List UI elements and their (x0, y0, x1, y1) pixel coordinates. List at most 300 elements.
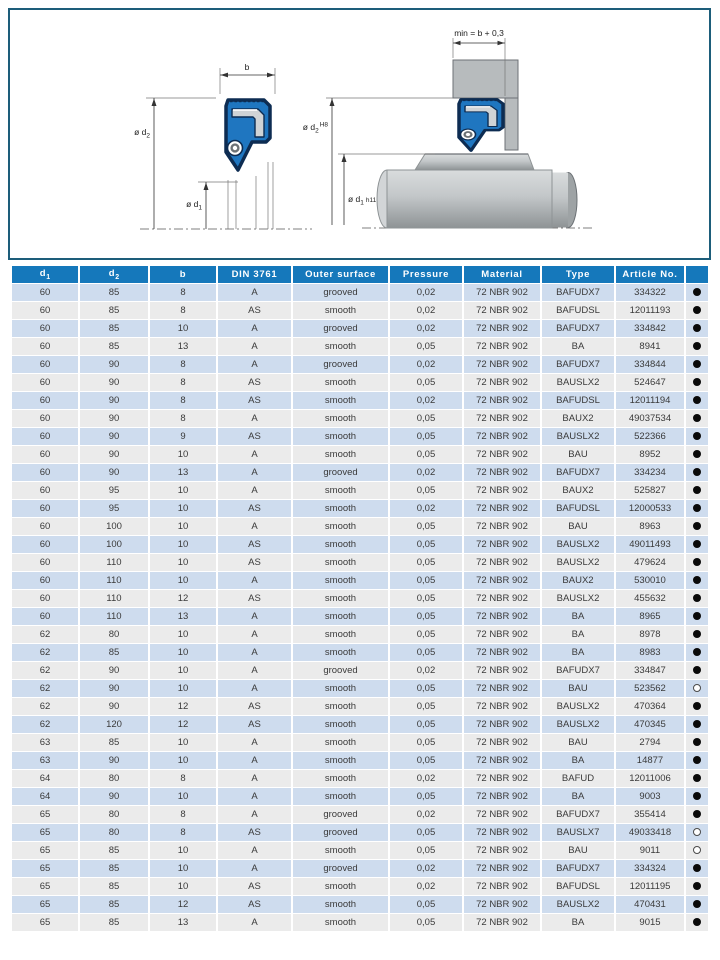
cell-d1: 60 (12, 302, 78, 319)
cell-pressure: 0,05 (390, 788, 462, 805)
cell-pressure: 0,05 (390, 572, 462, 589)
cell-outer-surface: smooth (293, 446, 388, 463)
cell-type: BAFUDX7 (542, 662, 614, 679)
col-header-material: Material (464, 266, 540, 283)
cell-material: 72 NBR 902 (464, 608, 540, 625)
status-dot (693, 756, 701, 764)
cell-outer-surface: smooth (293, 896, 388, 913)
status-dot (693, 792, 701, 800)
cell-material: 72 NBR 902 (464, 554, 540, 571)
cell-d2: 85 (80, 320, 148, 337)
shaft (377, 154, 577, 228)
cell-material: 72 NBR 902 (464, 518, 540, 535)
status-dot (693, 918, 701, 926)
cell-indicator (686, 410, 708, 427)
cell-d1: 65 (12, 824, 78, 841)
cell-d1: 62 (12, 680, 78, 697)
table-row (12, 410, 708, 427)
cell-pressure: 0,05 (390, 554, 462, 571)
cell-pressure: 0,05 (390, 482, 462, 499)
cell-b: 10 (150, 662, 216, 679)
cell-d1: 60 (12, 374, 78, 391)
status-dot (693, 864, 701, 872)
status-dot (693, 684, 701, 692)
cell-outer-surface: grooved (293, 824, 388, 841)
cell-outer-surface: smooth (293, 302, 388, 319)
cell-article-no: 479624 (616, 554, 684, 571)
cell-b: 8 (150, 806, 216, 823)
cell-material: 72 NBR 902 (464, 320, 540, 337)
table-row (12, 590, 708, 607)
col-header-d1: $d_1$ (12, 266, 78, 283)
cell-outer-surface: smooth (293, 482, 388, 499)
cell-outer-surface: grooved (293, 662, 388, 679)
cell-material: 72 NBR 902 (464, 680, 540, 697)
cell-pressure: 0,02 (390, 806, 462, 823)
cell-outer-surface: smooth (293, 518, 388, 535)
col-header-type: Type (542, 266, 614, 283)
cell-type: BAU (542, 680, 614, 697)
cell-material: 72 NBR 902 (464, 878, 540, 895)
cell-din: A (218, 608, 291, 625)
cell-pressure: 0,05 (390, 914, 462, 931)
cell-article-no: 334234 (616, 464, 684, 481)
cell-d1: 60 (12, 500, 78, 517)
cell-indicator (686, 446, 708, 463)
cell-type: BAUSLX2 (542, 716, 614, 733)
cell-d2: 80 (80, 806, 148, 823)
cell-type: BAFUDX7 (542, 860, 614, 877)
cell-material: 72 NBR 902 (464, 428, 540, 445)
cell-type: BA (542, 608, 614, 625)
cell-d1: 62 (12, 698, 78, 715)
table-row (12, 878, 708, 895)
status-dot (693, 882, 701, 890)
cell-type: BAFUDX7 (542, 284, 614, 301)
cell-b: 10 (150, 860, 216, 877)
cell-d1: 65 (12, 806, 78, 823)
status-dot (693, 540, 701, 548)
cell-d2: 85 (80, 914, 148, 931)
cell-din: A (218, 518, 291, 535)
cell-type: BAUX2 (542, 482, 614, 499)
cell-outer-surface: smooth (293, 698, 388, 715)
cell-outer-surface: smooth (293, 572, 388, 589)
cell-type: BAUSLX2 (542, 554, 614, 571)
cell-material: 72 NBR 902 (464, 500, 540, 517)
cell-din: AS (218, 698, 291, 715)
cell-type: BAFUDX7 (542, 320, 614, 337)
table-row (12, 806, 708, 823)
cell-article-no: 2794 (616, 734, 684, 751)
table-row (12, 644, 708, 661)
table-row (12, 896, 708, 913)
cell-d2: 110 (80, 608, 148, 625)
cell-b: 10 (150, 536, 216, 553)
cell-pressure: 0,05 (390, 626, 462, 643)
cell-outer-surface: smooth (293, 788, 388, 805)
cell-material: 72 NBR 902 (464, 464, 540, 481)
cell-material: 72 NBR 902 (464, 356, 540, 373)
cell-d1: 60 (12, 482, 78, 499)
cell-din: A (218, 284, 291, 301)
cell-type: BAFUDX7 (542, 806, 614, 823)
cell-pressure: 0,02 (390, 878, 462, 895)
cell-indicator (686, 554, 708, 571)
table-row (12, 338, 708, 355)
cell-din: A (218, 482, 291, 499)
cell-material: 72 NBR 902 (464, 284, 540, 301)
cell-d2: 90 (80, 752, 148, 769)
cell-d1: 60 (12, 464, 78, 481)
cell-d2: 90 (80, 356, 148, 373)
cell-material: 72 NBR 902 (464, 302, 540, 319)
cell-outer-surface: smooth (293, 536, 388, 553)
cell-indicator (686, 284, 708, 301)
status-dot (693, 738, 701, 746)
b-dimension-label: b (244, 62, 250, 72)
cell-b: 10 (150, 788, 216, 805)
cell-din: A (218, 464, 291, 481)
cell-b: 10 (150, 644, 216, 661)
cell-d1: 60 (12, 428, 78, 445)
cell-b: 13 (150, 464, 216, 481)
cell-b: 10 (150, 320, 216, 337)
cell-d2: 85 (80, 860, 148, 877)
cell-d1: 60 (12, 284, 78, 301)
cell-article-no: 524647 (616, 374, 684, 391)
cell-d1: 65 (12, 914, 78, 931)
cell-din: A (218, 842, 291, 859)
cell-indicator (686, 878, 708, 895)
cell-type: BAUSLX2 (542, 698, 614, 715)
cell-article-no: 12011194 (616, 392, 684, 409)
cell-indicator (686, 662, 708, 679)
cell-d2: 85 (80, 302, 148, 319)
cell-material: 72 NBR 902 (464, 824, 540, 841)
cell-pressure: 0,05 (390, 824, 462, 841)
cell-pressure: 0,05 (390, 374, 462, 391)
status-dot (693, 612, 701, 620)
cell-material: 72 NBR 902 (464, 338, 540, 355)
table-row (12, 518, 708, 535)
cell-outer-surface: smooth (293, 716, 388, 733)
cell-indicator (686, 896, 708, 913)
cell-outer-surface: smooth (293, 842, 388, 859)
cell-type: BAFUDSL (542, 500, 614, 517)
cell-indicator (686, 788, 708, 805)
cell-d2: 100 (80, 536, 148, 553)
cell-outer-surface: smooth (293, 626, 388, 643)
cell-indicator (686, 338, 708, 355)
cell-type: BAFUDX7 (542, 356, 614, 373)
cell-material: 72 NBR 902 (464, 698, 540, 715)
cell-type: BAFUD (542, 770, 614, 787)
cell-indicator (686, 716, 708, 733)
cell-b: 10 (150, 626, 216, 643)
status-dot (693, 504, 701, 512)
cell-pressure: 0,02 (390, 500, 462, 517)
cell-article-no: 8965 (616, 608, 684, 625)
table-row (12, 428, 708, 445)
seal-cross-section-drawing (10, 10, 709, 258)
cell-article-no: 49011493 (616, 536, 684, 553)
cell-d2: 85 (80, 284, 148, 301)
cell-d2: 90 (80, 464, 148, 481)
cell-article-no: 49033418 (616, 824, 684, 841)
cell-din: A (218, 914, 291, 931)
cell-b: 10 (150, 842, 216, 859)
cell-type: BAFUDX7 (542, 464, 614, 481)
cell-b: 10 (150, 752, 216, 769)
table-row (12, 914, 708, 931)
cell-b: 8 (150, 410, 216, 427)
d2-dimension-label: ø $d_2$ (134, 127, 150, 140)
cell-article-no: 12011193 (616, 302, 684, 319)
cell-article-no: 12000533 (616, 500, 684, 517)
cell-pressure: 0,02 (390, 302, 462, 319)
cell-outer-surface: smooth (293, 374, 388, 391)
cell-din: A (218, 446, 291, 463)
cell-pressure: 0,02 (390, 770, 462, 787)
cell-b: 12 (150, 590, 216, 607)
table-header-row (12, 266, 708, 283)
cell-indicator (686, 428, 708, 445)
cell-pressure: 0,05 (390, 446, 462, 463)
cell-din: A (218, 806, 291, 823)
cell-b: 13 (150, 914, 216, 931)
cell-b: 8 (150, 392, 216, 409)
table-body (12, 284, 708, 931)
cell-d2: 85 (80, 896, 148, 913)
cell-d2: 85 (80, 842, 148, 859)
cell-b: 13 (150, 608, 216, 625)
status-dot (693, 450, 701, 458)
cell-din: AS (218, 302, 291, 319)
cell-article-no: 9003 (616, 788, 684, 805)
cell-d1: 60 (12, 518, 78, 535)
cell-outer-surface: grooved (293, 806, 388, 823)
cell-outer-surface: smooth (293, 392, 388, 409)
cell-material: 72 NBR 902 (464, 572, 540, 589)
table-row (12, 626, 708, 643)
status-dot (693, 666, 701, 674)
cell-outer-surface: smooth (293, 554, 388, 571)
cell-material: 72 NBR 902 (464, 626, 540, 643)
cell-outer-surface: smooth (293, 410, 388, 427)
cell-d1: 64 (12, 770, 78, 787)
cell-pressure: 0,05 (390, 842, 462, 859)
status-dot (693, 324, 701, 332)
cell-material: 72 NBR 902 (464, 374, 540, 391)
status-dot (693, 702, 701, 710)
status-dot (693, 900, 701, 908)
status-dot (693, 522, 701, 530)
cell-d2: 95 (80, 500, 148, 517)
cell-pressure: 0,02 (390, 662, 462, 679)
cell-d2: 85 (80, 878, 148, 895)
cell-material: 72 NBR 902 (464, 482, 540, 499)
cell-d2: 85 (80, 644, 148, 661)
cell-article-no: 49037534 (616, 410, 684, 427)
cell-b: 10 (150, 482, 216, 499)
cell-type: BAU (542, 734, 614, 751)
status-dot (693, 306, 701, 314)
cell-din: AS (218, 824, 291, 841)
cell-d2: 110 (80, 572, 148, 589)
cell-article-no: 470431 (616, 896, 684, 913)
cell-b: 10 (150, 734, 216, 751)
cell-material: 72 NBR 902 (464, 662, 540, 679)
cell-article-no: 9011 (616, 842, 684, 859)
cell-pressure: 0,02 (390, 860, 462, 877)
cell-indicator (686, 752, 708, 769)
status-dot (693, 594, 701, 602)
status-dot (693, 828, 701, 836)
cell-din: AS (218, 392, 291, 409)
table-row (12, 320, 708, 337)
cell-d1: 60 (12, 446, 78, 463)
cell-indicator (686, 356, 708, 373)
cell-din: AS (218, 716, 291, 733)
cell-d2: 90 (80, 428, 148, 445)
cell-type: BAFUDSL (542, 392, 614, 409)
cell-d1: 60 (12, 554, 78, 571)
cell-d1: 60 (12, 536, 78, 553)
table-row (12, 752, 708, 769)
cell-b: 8 (150, 356, 216, 373)
cell-d2: 90 (80, 374, 148, 391)
cell-indicator (686, 734, 708, 751)
cell-article-no: 334324 (616, 860, 684, 877)
cell-pressure: 0,05 (390, 338, 462, 355)
cell-d1: 60 (12, 410, 78, 427)
cell-din: AS (218, 896, 291, 913)
cell-outer-surface: smooth (293, 878, 388, 895)
cell-indicator (686, 698, 708, 715)
cell-d1: 65 (12, 878, 78, 895)
cell-outer-surface: smooth (293, 914, 388, 931)
cell-b: 10 (150, 500, 216, 517)
cell-d2: 80 (80, 770, 148, 787)
cell-material: 72 NBR 902 (464, 806, 540, 823)
cell-article-no: 8952 (616, 446, 684, 463)
cell-d2: 90 (80, 680, 148, 697)
cell-pressure: 0,02 (390, 464, 462, 481)
cell-article-no: 9015 (616, 914, 684, 931)
cell-d1: 63 (12, 734, 78, 751)
cell-pressure: 0,05 (390, 536, 462, 553)
col-header-outer-surface: Outer surface (293, 266, 388, 283)
cell-d2: 90 (80, 446, 148, 463)
status-dot (693, 378, 701, 386)
cell-indicator (686, 608, 708, 625)
table-row (12, 608, 708, 625)
cell-type: BAUSLX2 (542, 536, 614, 553)
col-header-b: b (150, 266, 216, 283)
col-header-indicator (686, 266, 708, 283)
cell-b: 8 (150, 374, 216, 391)
cell-article-no: 470364 (616, 698, 684, 715)
cell-outer-surface: smooth (293, 338, 388, 355)
cell-material: 72 NBR 902 (464, 392, 540, 409)
cell-type: BAUSLX2 (542, 896, 614, 913)
cell-din: A (218, 338, 291, 355)
table-row (12, 482, 708, 499)
cell-material: 72 NBR 902 (464, 896, 540, 913)
cell-d1: 62 (12, 626, 78, 643)
cell-din: AS (218, 536, 291, 553)
cell-b: 12 (150, 698, 216, 715)
cell-d1: 64 (12, 788, 78, 805)
cell-material: 72 NBR 902 (464, 842, 540, 859)
status-dot (693, 846, 701, 854)
cell-b: 9 (150, 428, 216, 445)
table-row (12, 356, 708, 373)
cell-indicator (686, 842, 708, 859)
status-dot (693, 468, 701, 476)
cell-outer-surface: smooth (293, 770, 388, 787)
cell-d1: 65 (12, 842, 78, 859)
cell-type: BAU (542, 518, 614, 535)
cell-material: 72 NBR 902 (464, 716, 540, 733)
cell-indicator (686, 374, 708, 391)
cell-material: 72 NBR 902 (464, 536, 540, 553)
cell-article-no: 525827 (616, 482, 684, 499)
cell-pressure: 0,05 (390, 428, 462, 445)
cell-type: BAUSLX7 (542, 824, 614, 841)
status-dot (693, 288, 701, 296)
cell-outer-surface: smooth (293, 500, 388, 517)
cell-indicator (686, 518, 708, 535)
cell-din: A (218, 788, 291, 805)
cell-material: 72 NBR 902 (464, 752, 540, 769)
cell-material: 72 NBR 902 (464, 788, 540, 805)
cell-type: BAFUDSL (542, 302, 614, 319)
cell-pressure: 0,05 (390, 410, 462, 427)
status-dot (693, 774, 701, 782)
d1-dimension-label: ø $d_1$ (186, 199, 202, 212)
cell-b: 10 (150, 446, 216, 463)
cell-material: 72 NBR 902 (464, 644, 540, 661)
seal-section-installed (459, 99, 503, 150)
cell-din: AS (218, 428, 291, 445)
table-row (12, 824, 708, 841)
cell-pressure: 0,05 (390, 734, 462, 751)
cell-indicator (686, 536, 708, 553)
cell-article-no: 523562 (616, 680, 684, 697)
cell-article-no: 522366 (616, 428, 684, 445)
status-dot (693, 630, 701, 638)
cell-b: 8 (150, 302, 216, 319)
cell-pressure: 0,02 (390, 284, 462, 301)
table-row (12, 446, 708, 463)
min-width-label: min = b + 0,3 (454, 28, 504, 38)
cell-outer-surface: grooved (293, 356, 388, 373)
table-row (12, 536, 708, 553)
d1-h11-dimension-label: ø $d_1$ $^{h11}$ (348, 194, 377, 207)
cell-d1: 60 (12, 356, 78, 373)
col-header-d2: $d_2$ (80, 266, 148, 283)
status-dot (693, 558, 701, 566)
cell-d2: 110 (80, 554, 148, 571)
status-dot (693, 432, 701, 440)
cell-b: 10 (150, 680, 216, 697)
cell-d2: 90 (80, 788, 148, 805)
cell-article-no: 455632 (616, 590, 684, 607)
cell-din: AS (218, 374, 291, 391)
cell-b: 10 (150, 554, 216, 571)
